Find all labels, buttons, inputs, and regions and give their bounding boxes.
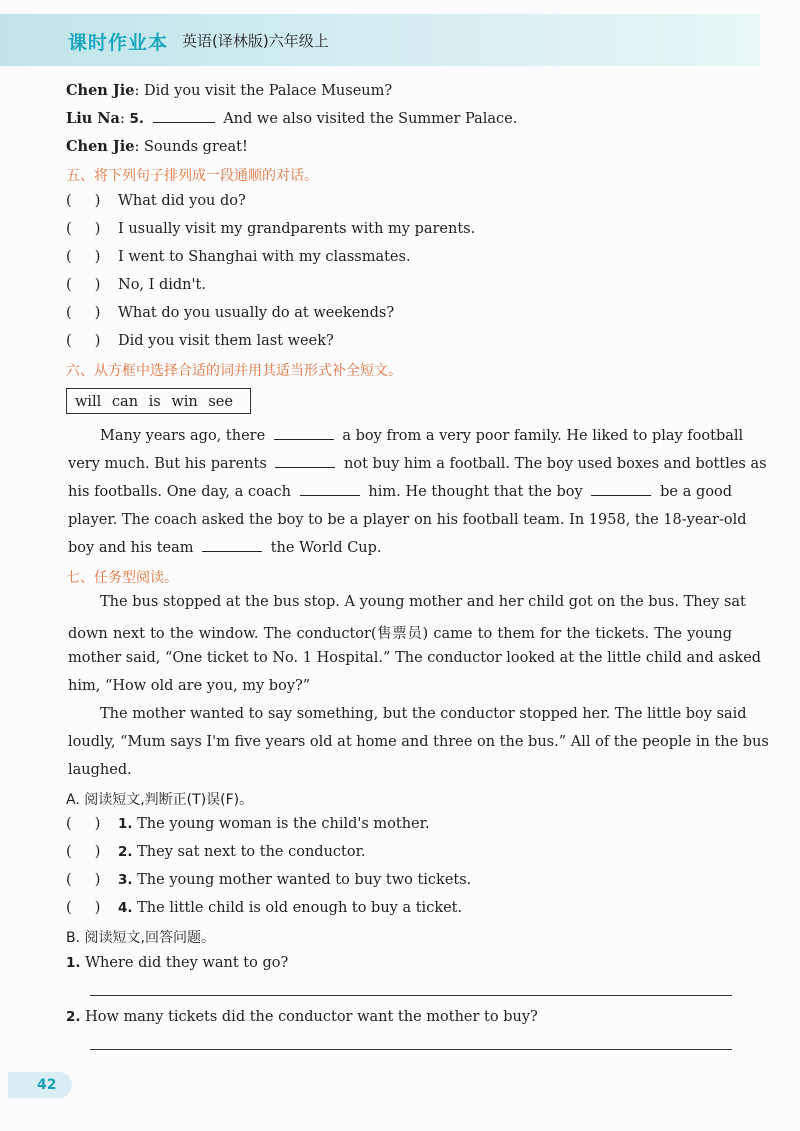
cloze-blank[interactable] [591, 494, 651, 496]
cloze-line [68, 456, 767, 472]
answer-line[interactable] [90, 1049, 732, 1050]
order-item-text: What do you usually do at weekends? [118, 305, 395, 321]
tf-text: The young mother wanted to buy two tickets. [137, 872, 472, 888]
section-7-title: 七、任务型阅读。 [66, 570, 178, 586]
tf-answer-slot[interactable]: ( ) [66, 844, 101, 860]
question-number: 1. [66, 955, 81, 971]
separator: : [134, 139, 140, 155]
order-item [66, 193, 246, 209]
question-number: 2. [66, 1009, 81, 1025]
separator: : [119, 111, 125, 127]
passage-line: down next to the window. The conductor(售票员) came to them for the tickets. The young [68, 626, 732, 642]
tf-text: The young woman is the child's mother. [137, 816, 430, 832]
tf-answer-slot[interactable]: ( ) [66, 872, 101, 888]
passage-line: him, “How old are you, my boy?” [68, 678, 311, 694]
passage-line: loudly, “Mum says I'm five years old at home and three on the bus.” All of the people in the bus [68, 734, 769, 750]
order-item-text: What did you do? [118, 193, 246, 209]
book-title: 课时作业本 [68, 32, 169, 54]
question-text: How many tickets did the conductor want the mother to buy? [85, 1009, 538, 1025]
cloze-line [68, 428, 744, 444]
cloze-text: his footballs. One day, a coach [68, 484, 292, 500]
dialogue-line [66, 138, 248, 155]
order-answer-slot[interactable]: ( ) [66, 221, 101, 237]
question-number: 5. [129, 111, 144, 127]
cloze-text: be a good [660, 484, 733, 500]
order-answer-slot[interactable]: ( ) [66, 193, 101, 209]
cloze-text: not buy him a football. The boy used boxes and bottles as [344, 456, 767, 472]
question-number: 1. [118, 816, 133, 832]
order-item-text: Did you visit them last week? [118, 333, 334, 349]
answer-blank[interactable] [153, 121, 215, 123]
separator: : [134, 83, 140, 99]
tf-text: The little child is old enough to buy a ticket. [137, 900, 463, 916]
cloze-line [68, 484, 732, 500]
order-item [66, 221, 475, 237]
cloze-blank[interactable] [300, 494, 360, 496]
section-5-title: 五、将下列句子排列成一段通顺的对话。 [66, 168, 318, 184]
question-number: 2. [118, 844, 133, 860]
speaker: Chen Jie [66, 82, 135, 99]
page-number: 42 [37, 1077, 57, 1093]
dialogue-line [66, 110, 517, 127]
order-item-text: No, I didn't. [118, 277, 206, 293]
cloze-text: him. He thought that the boy [368, 484, 583, 500]
speaker: Liu Na [66, 110, 120, 127]
passage-line: The bus stopped at the bus stop. A young mother and her child got on the bus. They sat [100, 594, 746, 610]
passage-line: mother said, “One ticket to No. 1 Hospital.” The conductor looked at the little child and asked [68, 650, 762, 666]
tf-answer-slot[interactable]: ( ) [66, 900, 101, 916]
dialogue-line [66, 82, 392, 99]
order-item [66, 333, 334, 349]
order-answer-slot[interactable]: ( ) [66, 249, 101, 265]
cloze-text: a boy from a very poor family. He liked to play football [342, 428, 744, 444]
cloze-text: boy and his team [68, 540, 194, 556]
order-answer-slot[interactable]: ( ) [66, 277, 101, 293]
order-item [66, 277, 206, 293]
order-item-text: I usually visit my grandparents with my parents. [118, 221, 476, 237]
question-number: 4. [118, 900, 133, 916]
question-text: Where did they want to go? [85, 955, 289, 971]
question-number: 3. [118, 872, 133, 888]
tf-item [66, 816, 430, 832]
tf-item [66, 844, 366, 860]
tf-text: They sat next to the conductor. [137, 844, 366, 860]
cloze-text: very much. But his parents [68, 456, 267, 472]
cloze-blank[interactable] [274, 438, 334, 440]
cloze-text: player. The coach asked the boy to be a player on his football team. In 1958, the 18-year-old [68, 512, 747, 528]
qa-item [66, 955, 288, 971]
dialogue-text: Did you visit the Palace Museum? [144, 83, 393, 99]
cloze-line [68, 512, 747, 528]
order-item-text: I went to Shanghai with my classmates. [118, 249, 411, 265]
tf-answer-slot[interactable]: ( ) [66, 816, 101, 832]
tf-item [66, 900, 462, 916]
tf-item [66, 872, 471, 888]
dialogue-text: Sounds great! [144, 139, 248, 155]
order-item [66, 249, 411, 265]
word-box: will can is win see [66, 388, 251, 414]
order-answer-slot[interactable]: ( ) [66, 333, 101, 349]
part-a-title: A. 阅读短文,判断正(T)误(F)。 [66, 792, 254, 808]
cloze-blank[interactable] [202, 550, 262, 552]
order-answer-slot[interactable]: ( ) [66, 305, 101, 321]
passage-line: laughed. [68, 762, 132, 778]
book-subtitle: 英语(译林版)六年级上 [182, 32, 329, 50]
passage-line: The mother wanted to say something, but the conductor stopped her. The little boy said [100, 706, 747, 722]
section-6-title: 六、从方框中选择合适的词并用其适当形式补全短文。 [66, 363, 402, 379]
cloze-text: the World Cup. [270, 540, 382, 556]
order-item [66, 305, 394, 321]
qa-item [66, 1009, 538, 1025]
cloze-line [68, 540, 732, 556]
answer-line[interactable] [90, 995, 732, 996]
part-b-title: B. 阅读短文,回答问题。 [66, 930, 215, 946]
cloze-text: Many years ago, there [100, 428, 266, 444]
dialogue-text: And we also visited the Summer Palace. [223, 111, 518, 127]
speaker: Chen Jie [66, 138, 135, 155]
cloze-blank[interactable] [275, 466, 335, 468]
